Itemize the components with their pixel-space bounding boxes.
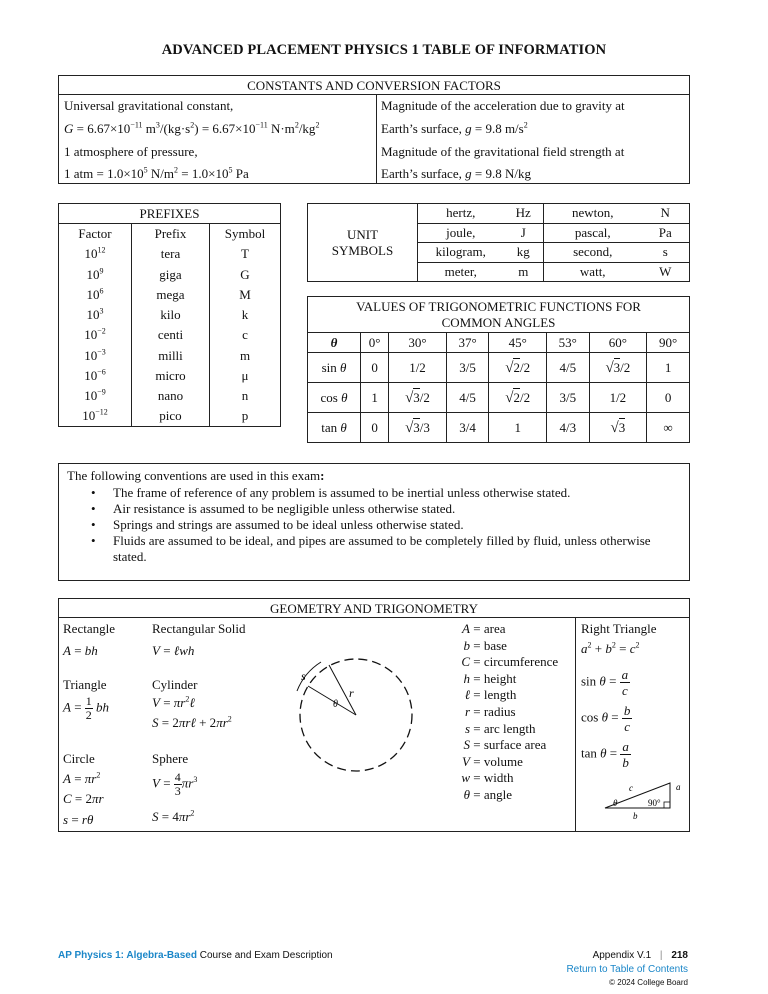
cos-formula: cos θ = $\frac{b}{c}$ [581,703,631,734]
bullet-icon: • [91,517,96,532]
definition-text: base [483,637,507,653]
definition-text: circumference [483,654,559,670]
trig-value: ∞ [647,413,690,443]
symbol-cell: m [239,347,251,363]
circle-circumference: C = 2πr [63,791,104,806]
definition-symbol: θ [463,786,470,802]
trig-value: 1 [361,383,389,413]
trig-value: 0 [361,413,389,443]
convention-text: stated. [113,549,147,564]
field-label-2: Earth’s surface, [381,166,462,181]
s-label: s [301,669,306,683]
prefix-cell: tera [132,244,210,264]
symbol-cell: k [241,307,249,323]
definition-item: s = arc length [452,721,558,738]
trig-value: 4/5 [446,383,489,413]
definition-symbol: r [464,703,470,719]
prefix-cell: giga [132,264,210,284]
r-label: r [349,686,354,700]
prefix-cell: centi [132,325,210,345]
trig-value: √3/3 [389,413,447,443]
symbol-cell: T [241,246,249,262]
unit-symbol: s [642,243,690,263]
appendix-label: Appendix V.1 [592,950,652,961]
bullet-icon: • [91,533,96,548]
definition-text: surface area [483,737,547,753]
col-factor: Factor [59,224,132,244]
unit-symbols-label [308,204,418,282]
definition-symbol: S [463,737,470,753]
definition-text: arc length [483,720,536,736]
prefix-cell: kilo [132,305,210,325]
atm-formula: 1 atm = $1.0\times 10^5$ $N/m^2 = 1.0\times 10^5$ Pa [64,165,249,181]
col-prefix: Prefix [132,224,210,244]
trig-value: 3/4 [446,413,489,443]
bullet-icon: • [91,501,96,516]
trig-value: 0 [361,353,389,383]
angle-cell: 60° [589,333,647,353]
trig-header-1: VALUES OF TRIGONOMETRIC FUNCTIONS FOR [356,298,641,314]
accel-label: Magnitude of the acceleration due to gravity at [381,98,625,113]
factor-exponent: −2 [97,327,106,337]
unit-name: kilogram, [418,243,504,263]
trig-value: √3/2 [589,353,647,383]
trig-value: 4/5 [546,353,589,383]
factor-cell: $10^3$ [59,305,132,325]
toc-link[interactable]: Return to Table of Contents [566,964,688,975]
field-label: Magnitude of the gravitational field strength at [381,144,625,159]
definition-text: width [483,770,514,786]
g-const-formula: $G = 6.67\times 10^{-11}$ $m^3/(kg\cdot s^2) = 6.67\times 10^{-11}$ $N\cdot m^2/kg^2$ [64,120,320,136]
factor-exponent: −9 [97,387,106,397]
trig-value: 1/2 [589,383,647,413]
prefix-cell: pico [132,406,210,426]
unit-name: watt, [544,262,642,282]
unit-symbol: Hz [504,204,544,224]
theta-label: θ [613,798,618,808]
unit-symbol: J [504,223,544,243]
definition-text: height [483,670,517,686]
prefix-cell: milli [132,346,210,366]
symbol-cell: G [240,266,250,282]
factor-cell: $10^6$ [59,285,132,305]
trig-value: 0 [647,383,690,413]
trig-value: 3/5 [446,353,489,383]
prefix-row [59,386,281,406]
theta-cell: θ [308,333,361,353]
angle-cell: 37° [446,333,489,353]
circle-area: $A = \pi r^2$ [63,770,101,786]
trig-value: 1/2 [389,353,447,383]
ninety-label: 90° [648,798,661,808]
pythagorean: $a^2 + b^2 = c^2$ [581,640,640,656]
trig-value: √2/2 [489,353,547,383]
bullet-icon: • [91,485,96,500]
conventions-intro: The following conventions are used in this exam: [67,468,325,483]
field-formula: Earth’s surface, g = 9.8 N/kg [381,166,531,181]
unit-label-1: UNIT [346,226,379,242]
factor-exponent: 3 [99,306,104,316]
arc-length: s = rθ [63,812,94,827]
unit-name: joule, [418,223,504,243]
geometry-box [58,598,690,832]
unit-name: hertz, [418,204,504,224]
definition-symbol: A [462,621,470,636]
tan-text: tan [321,419,338,435]
factor-cell: $10^{-2}$ [59,325,132,345]
definition-item: h = height [452,671,558,688]
unit-name: newton, [544,204,642,224]
trig-value: √2/2 [489,383,547,413]
trig-table [307,296,690,443]
unit-symbol: Pa [642,223,690,243]
prefix-row [59,244,281,264]
geometry-header: GEOMETRY AND TRIGONOMETRY [59,599,689,618]
definition-symbol: C [461,654,470,670]
footer-separator: | [659,950,663,961]
unit-symbol: m [504,262,544,282]
prefix-row [59,406,281,426]
factor-exponent: 6 [99,286,104,296]
page-title: ADVANCED PLACEMENT PHYSICS 1 TABLE OF INFORMATION [161,42,607,58]
cylinder-label: Cylinder [152,677,198,692]
tan-formula: tan θ = $\frac{a}{b}$ [581,739,629,770]
trig-value: 1 [647,353,690,383]
convention-item [89,485,681,501]
symbol-cell: n [241,388,249,404]
definition-text: angle [483,786,512,802]
conventions-box [58,463,690,581]
a-label: a [676,782,681,792]
definition-text: area [483,621,506,636]
prefix-row [59,325,281,345]
sphere-volume: V = $\frac{4}{3}$ $\pi r^3$ [152,770,198,798]
definition-text: radius [483,703,516,719]
geometry-divider [575,618,576,831]
unit-symbol: kg [504,243,544,263]
atm-label: 1 atmosphere of pressure, [64,144,198,159]
sin-label: sin θ [308,353,361,383]
sphere-surface: $S = 4\pi r^2$ [152,808,195,824]
factor-cell: $10^{-12}$ [59,406,132,426]
circle-label: Circle [63,751,95,766]
trig-value: 1 [489,413,547,443]
factor-cell: $10^{12}$ [59,244,132,264]
definition-item: b = base [452,638,558,655]
trig-header [308,297,690,333]
prefix-cell: micro [132,366,210,386]
unit-symbol: N [642,204,690,224]
page-number: 218 [671,950,688,961]
prefix-row [59,346,281,366]
right-triangle-diagram [599,775,685,823]
unit-symbols-table [307,203,690,282]
definition-symbol: b [463,637,470,653]
prefix-row [59,366,281,386]
constants-divider [376,95,377,183]
definition-symbol: s [464,720,470,736]
rectangle-label: Rectangle [63,621,115,636]
angle-cell: 53° [546,333,589,353]
definition-item: S = surface area [452,737,558,754]
convention-text: Air resistance is assumed to be negligible unless otherwise stated. [113,501,456,516]
convention-item [89,501,681,517]
unit-label-2: SYMBOLS [331,242,394,258]
trig-value: √3/2 [389,383,447,413]
trig-value: 3/5 [546,383,589,413]
factor-exponent: 9 [99,266,104,276]
accel-formula: Earth’s surface, g = 9.8 $m/s^2$ [381,120,528,136]
convention-text: The frame of reference of any problem is assumed to be inertial unless otherwise stated. [113,485,571,500]
rect-solid-label: Rectangular Solid [152,621,246,636]
sphere-label: Sphere [152,751,189,766]
rectangle-formula: A = bh [63,643,98,658]
prefix-row [59,285,281,305]
b-label: b [633,811,638,821]
factor-exponent: −6 [97,367,106,377]
factor-cell: $10^{-9}$ [59,386,132,406]
convention-item-cont [89,549,681,565]
definition-item: r = radius [452,704,558,721]
unit-name: meter, [418,262,504,282]
conventions-list [89,485,681,565]
convention-item [89,533,681,549]
definition-text: length [483,687,517,703]
definition-text: volume [483,753,523,769]
angle-cell: 0° [361,333,389,353]
accel-label-2: Earth’s surface, [381,121,462,136]
definition-item: V = volume [452,754,558,771]
prefixes-header: PREFIXES [59,204,281,224]
angle-cell: 90° [647,333,690,353]
triangle-formula: A = $\frac{1}{2}$ bh [63,694,110,722]
sin-formula: sin θ = $\frac{a}{c}$ [581,667,629,698]
rect-solid-formula: V = ℓwh [152,643,195,658]
cylinder-surface: S = 2πrℓ + $2\pi r^2$ [152,714,232,730]
definition-symbol: w [461,770,470,786]
angle-cell: 30° [389,333,447,353]
footer-appendix [593,950,688,961]
c-label: c [629,783,633,793]
triangle-label: Triangle [63,677,107,692]
sin-text: sin [321,359,337,375]
factor-cell: $10^{-3}$ [59,346,132,366]
trig-value: √3 [589,413,647,443]
definition-item: ℓ = length [452,687,558,704]
footer-course [58,950,333,961]
definition-symbol: h [463,670,470,686]
course-rest: Course and Exam Description [199,950,333,961]
constants-header: CONSTANTS AND CONVERSION FACTORS [59,76,689,95]
factor-exponent: 12 [97,245,106,255]
angle-cell: 45° [489,333,547,353]
convention-item [89,517,681,533]
g-const-label: Universal gravitational constant, [64,98,234,113]
trig-value: 4/3 [546,413,589,443]
symbol-cell: μ [241,368,249,384]
conventions-intro-text: The following conventions are used in this exam [67,468,321,483]
theta-label: θ [333,699,338,710]
unit-name: second, [544,243,642,263]
circle-diagram [291,653,421,783]
trig-header-2: COMMON ANGLES [441,314,556,330]
definition-item: w = width [452,770,558,787]
factor-cell: $10^9$ [59,264,132,284]
definitions-list [452,621,558,804]
definition-item: θ = angle [452,787,558,804]
definition-item: C = circumference [452,654,558,671]
cylinder-volume: $V = \pi r^2\ell$ [152,694,195,710]
convention-text: Springs and strings are assumed to be ideal unless otherwise stated. [113,517,464,532]
unit-symbol: W [642,262,690,282]
symbol-cell: M [239,286,251,302]
prefix-cell: mega [132,285,210,305]
unit-name: pascal, [544,223,642,243]
factor-cell: $10^{-6}$ [59,366,132,386]
definition-item: A = area [452,621,558,638]
right-angle-mark [664,802,670,808]
symbol-cell: p [241,408,249,424]
factor-exponent: −3 [97,347,106,357]
factor-exponent: −12 [95,408,108,418]
prefix-row [59,264,281,284]
right-triangle-label: Right Triangle [581,621,657,636]
tan-label: tan θ [308,413,361,443]
symbol-cell: c [242,327,248,343]
definition-symbol: V [462,753,470,769]
prefixes-table [58,203,281,427]
course-name: AP Physics 1: Algebra-Based [58,950,197,961]
definition-symbol: ℓ [464,687,470,703]
constants-box [58,75,690,184]
prefix-cell: nano [132,386,210,406]
cos-label: cos θ [308,383,361,413]
col-symbol: Symbol [224,226,266,242]
cos-text: cos [320,389,338,405]
copyright: © 2024 College Board [609,978,688,987]
convention-text: Fluids are assumed to be ideal, and pipes are assumed to be completely filled by fluid, unless otherwise [113,533,651,548]
prefix-row [59,305,281,325]
